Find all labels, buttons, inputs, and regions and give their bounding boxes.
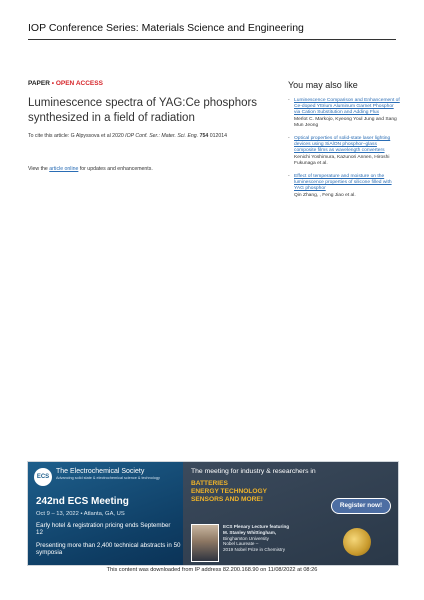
citation-journal: IOP Conf. Ser.: Mater. Sci. Eng. [125,133,199,139]
speaker-line: ECS Plenary Lecture featuring [223,524,290,529]
related-sidebar [288,80,400,206]
related-item-authors: Qin Zhang, , Feng Jiao et al. [294,192,356,198]
related-item [288,98,400,129]
related-item-link[interactable]: - Effect of temperature and moisture on the luminescence properties of silicone filled with YAG phosphor [288,174,400,193]
related-item-authors: Kenichi Yoshimura, Kazunori Annen, Hiroshi Fukunaga et al. [294,154,390,166]
citation-article-no: 012014 [209,133,227,139]
journal-header: IOP Conference Series: Materials Science and Engineering [28,22,396,40]
related-item [288,174,400,199]
paper-type-label [28,80,103,87]
view-after: for updates and enhancements. [78,166,153,172]
related-item-authors: Merlot C. Markojo, Kyeong Youl Jung and Sang Mun Jeong [294,116,397,128]
view-online-line [28,166,278,172]
bullet-separator: • [51,80,55,87]
banner-topics [191,480,267,504]
meeting-dates: Oct 9 – 13, 2022 • Atlanta, GA, US [36,511,125,517]
topic-item: SENSORS AND MORE! [191,496,263,503]
view-before: View the [28,166,50,172]
org-name: The Electrochemical Society [56,468,145,475]
nobel-medal-icon [343,528,371,556]
org-tagline: Advancing solid state & electrochemical science & technology [56,475,160,480]
related-item-link[interactable]: - Optical properties of solid-state laser lighting devices using SiAlON phosphor–glass composite films as wavelength converters [288,136,400,155]
topic-item: BATTERIES [191,480,228,487]
ecs-org-name [56,468,176,480]
citation-line [28,133,278,139]
citation-prefix: To cite this article: G Alpyssova et al 2020 [28,133,126,139]
article-online-link[interactable]: article online [49,166,79,172]
banner-tagline: The meeting for industry & researchers in [191,468,316,475]
meeting-abstracts: Presenting more than 2,400 technical abstracts in 50 symposia [36,542,181,557]
speaker-line: Binghamton University [223,535,269,541]
ecs-logo: ECS [34,468,52,486]
open-access-label: OPEN ACCESS [55,80,103,87]
meeting-pricing: Early hotel & registration pricing ends September 12 [36,522,171,537]
related-item [288,136,400,167]
speaker-line: Nobel Laureate – [223,541,259,547]
related-item-link[interactable]: - Luminescence Comparison and Enhancement of Ce-doped Yttrium Aluminum Garnet Phosphor via Cation Substitution and Adding Flux [288,98,400,117]
speaker-line: 2019 Nobel Prize in Chemistry [223,547,286,553]
speaker-photo [191,524,219,562]
register-now-button[interactable]: Register now! [331,498,391,514]
ecs-advert-banner[interactable] [27,461,399,566]
meeting-title: 242nd ECS Meeting [36,496,129,507]
citation-volume: 754 [199,133,209,139]
banner-right-panel [183,462,398,565]
speaker-line: M. Stanley Whittingham, [223,529,277,535]
speaker-info [223,524,333,553]
sidebar-heading: You may also like [288,80,358,90]
topic-item: ENERGY TECHNOLOGY [191,488,268,495]
banner-left-panel [28,462,183,565]
article-title: Luminescence spectra of YAG:Ce phosphors synthesized in a field of radiation [28,97,258,124]
download-footer: This content was downloaded from IP address 82.200.168.90 on 11/08/2022 at 08:26 [106,567,318,573]
paper-label: PAPER [28,80,50,87]
